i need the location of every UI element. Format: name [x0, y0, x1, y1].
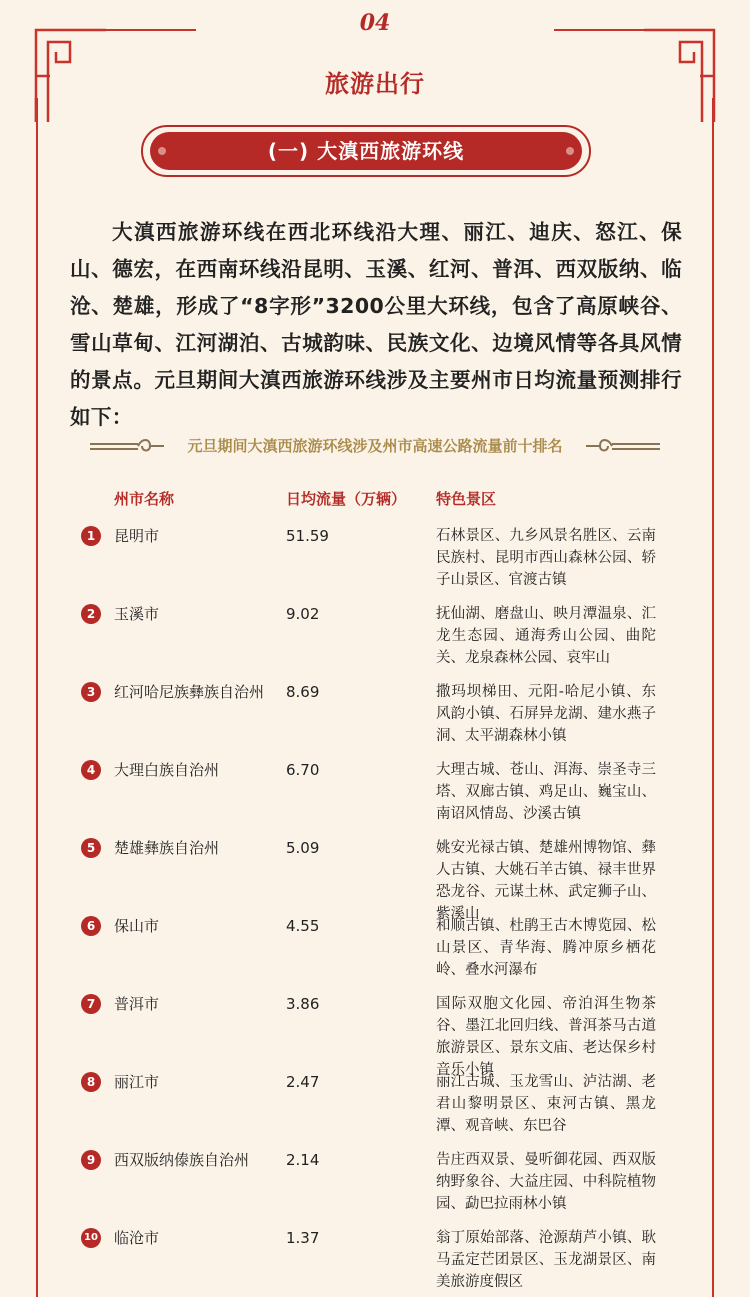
city-name: 普洱市	[114, 995, 160, 1013]
rank-badge: 2	[81, 604, 101, 624]
city-name: 丽江市	[114, 1073, 160, 1091]
daily-flow: 2.14	[286, 1151, 320, 1169]
city-name: 西双版纳傣族自治州	[114, 1151, 250, 1169]
scenic-spots: 国际双胞文化园、帝泊洱生物茶谷、墨江北回归线、普洱茶马古道旅游景区、景东文庙、老达保乡村音乐小镇	[436, 996, 656, 1078]
rank-badge: 7	[81, 994, 101, 1014]
header-flow: 日均流量（万辆）	[286, 490, 407, 508]
daily-flow: 51.59	[286, 527, 329, 545]
scenic-spots: 翁丁原始部落、沧源葫芦小镇、耿马孟定芒团景区、玉龙湖景区、南美旅游度假区	[436, 1230, 656, 1290]
banner-title: (一) 大滇西旅游环线	[267, 139, 465, 163]
city-name: 昆明市	[114, 527, 160, 545]
table-title-row	[90, 434, 660, 458]
rank-badge: 8	[81, 1072, 101, 1092]
scenic-spots: 姚安光禄古镇、楚雄州博物馆、彝人古镇、大姚石羊古镇、禄丰世界恐龙谷、元谋土林、武定狮子山、紫溪山	[436, 840, 656, 922]
daily-flow: 4.55	[286, 917, 320, 935]
scenic-spots: 丽江古城、玉龙雪山、泸沽湖、老君山黎明景区、束河古镇、黑龙潭、观音峡、东巴谷	[436, 1074, 656, 1134]
intro-paragraph	[70, 214, 682, 436]
rank-badge: 1	[81, 526, 101, 546]
daily-flow: 5.09	[286, 839, 320, 857]
scenic-spots: 石林景区、九乡风景名胜区、云南民族村、昆明市西山森林公园、轿子山景区、官渡古镇	[436, 528, 656, 588]
scenic-spots: 撒玛坝梯田、元阳-哈尼小镇、东风韵小镇、石屏异龙湖、建水燕子洞、太平湖森林小镇	[436, 684, 656, 744]
rank-badge: 5	[81, 838, 101, 858]
frame-right-line	[712, 98, 714, 1297]
daily-flow: 1.37	[286, 1229, 320, 1247]
frame-left-line	[36, 98, 38, 1297]
rank-badge: 9	[81, 1150, 101, 1170]
rank-badge: 10	[81, 1228, 101, 1248]
daily-flow: 8.69	[286, 683, 320, 701]
rank-badge: 6	[81, 916, 101, 936]
city-name: 保山市	[114, 917, 160, 935]
city-name: 临沧市	[114, 1229, 160, 1247]
city-name: 楚雄彝族自治州	[114, 839, 220, 857]
section-number: 04	[359, 10, 391, 36]
daily-flow: 9.02	[286, 605, 320, 623]
header-city: 州市名称	[114, 490, 175, 508]
header-spots: 特色景区	[436, 490, 497, 508]
subsection-banner	[138, 122, 594, 180]
city-name: 红河哈尼族彝族自治州	[114, 683, 265, 701]
daily-flow: 3.86	[286, 995, 320, 1013]
scenic-spots: 告庄西双景、曼听御花园、西双版纳野象谷、大益庄园、中科院植物园、勐巴拉雨林小镇	[436, 1152, 656, 1212]
rank-badge: 4	[81, 760, 101, 780]
city-name: 玉溪市	[114, 605, 160, 623]
city-name: 大理白族自治州	[114, 761, 220, 779]
scenic-spots: 和顺古镇、杜鹃王古木博览园、松山景区、青华海、腾冲原乡栖花岭、叠水河瀑布	[436, 918, 656, 978]
daily-flow: 6.70	[286, 761, 320, 779]
daily-flow: 2.47	[286, 1073, 320, 1091]
rank-badge: 3	[81, 682, 101, 702]
title-ornament-right-icon	[586, 438, 660, 454]
scenic-spots: 抚仙湖、磨盘山、映月潭温泉、汇龙生态园、通海秀山公园、曲陀关、龙泉森林公园、哀牢山	[436, 606, 656, 666]
section-title: 旅游出行	[325, 70, 425, 98]
intro-text: 大滇西旅游环线在西北环线沿大理、丽江、迪庆、怒江、保山、德宏，在西南环线沿昆明、玉溪、红河、普洱、西双版纳、临沧、楚雄，形成了“8字形”3200公里大环线，包含了高原峡谷、雪山草甸、江河湖泊、古城韵味、民族文化、边境风情等各具风情的景点。元旦期间大滇西旅游环线涉及主要州市日均流量预测排行如下：	[70, 220, 682, 429]
scenic-spots: 大理古城、苍山、洱海、崇圣寺三塔、双廊古镇、鸡足山、巍宝山、南诏风情岛、沙溪古镇	[436, 762, 656, 822]
table-title: 元旦期间大滇西旅游环线涉及州市高速公路流量前十排名	[187, 437, 563, 455]
